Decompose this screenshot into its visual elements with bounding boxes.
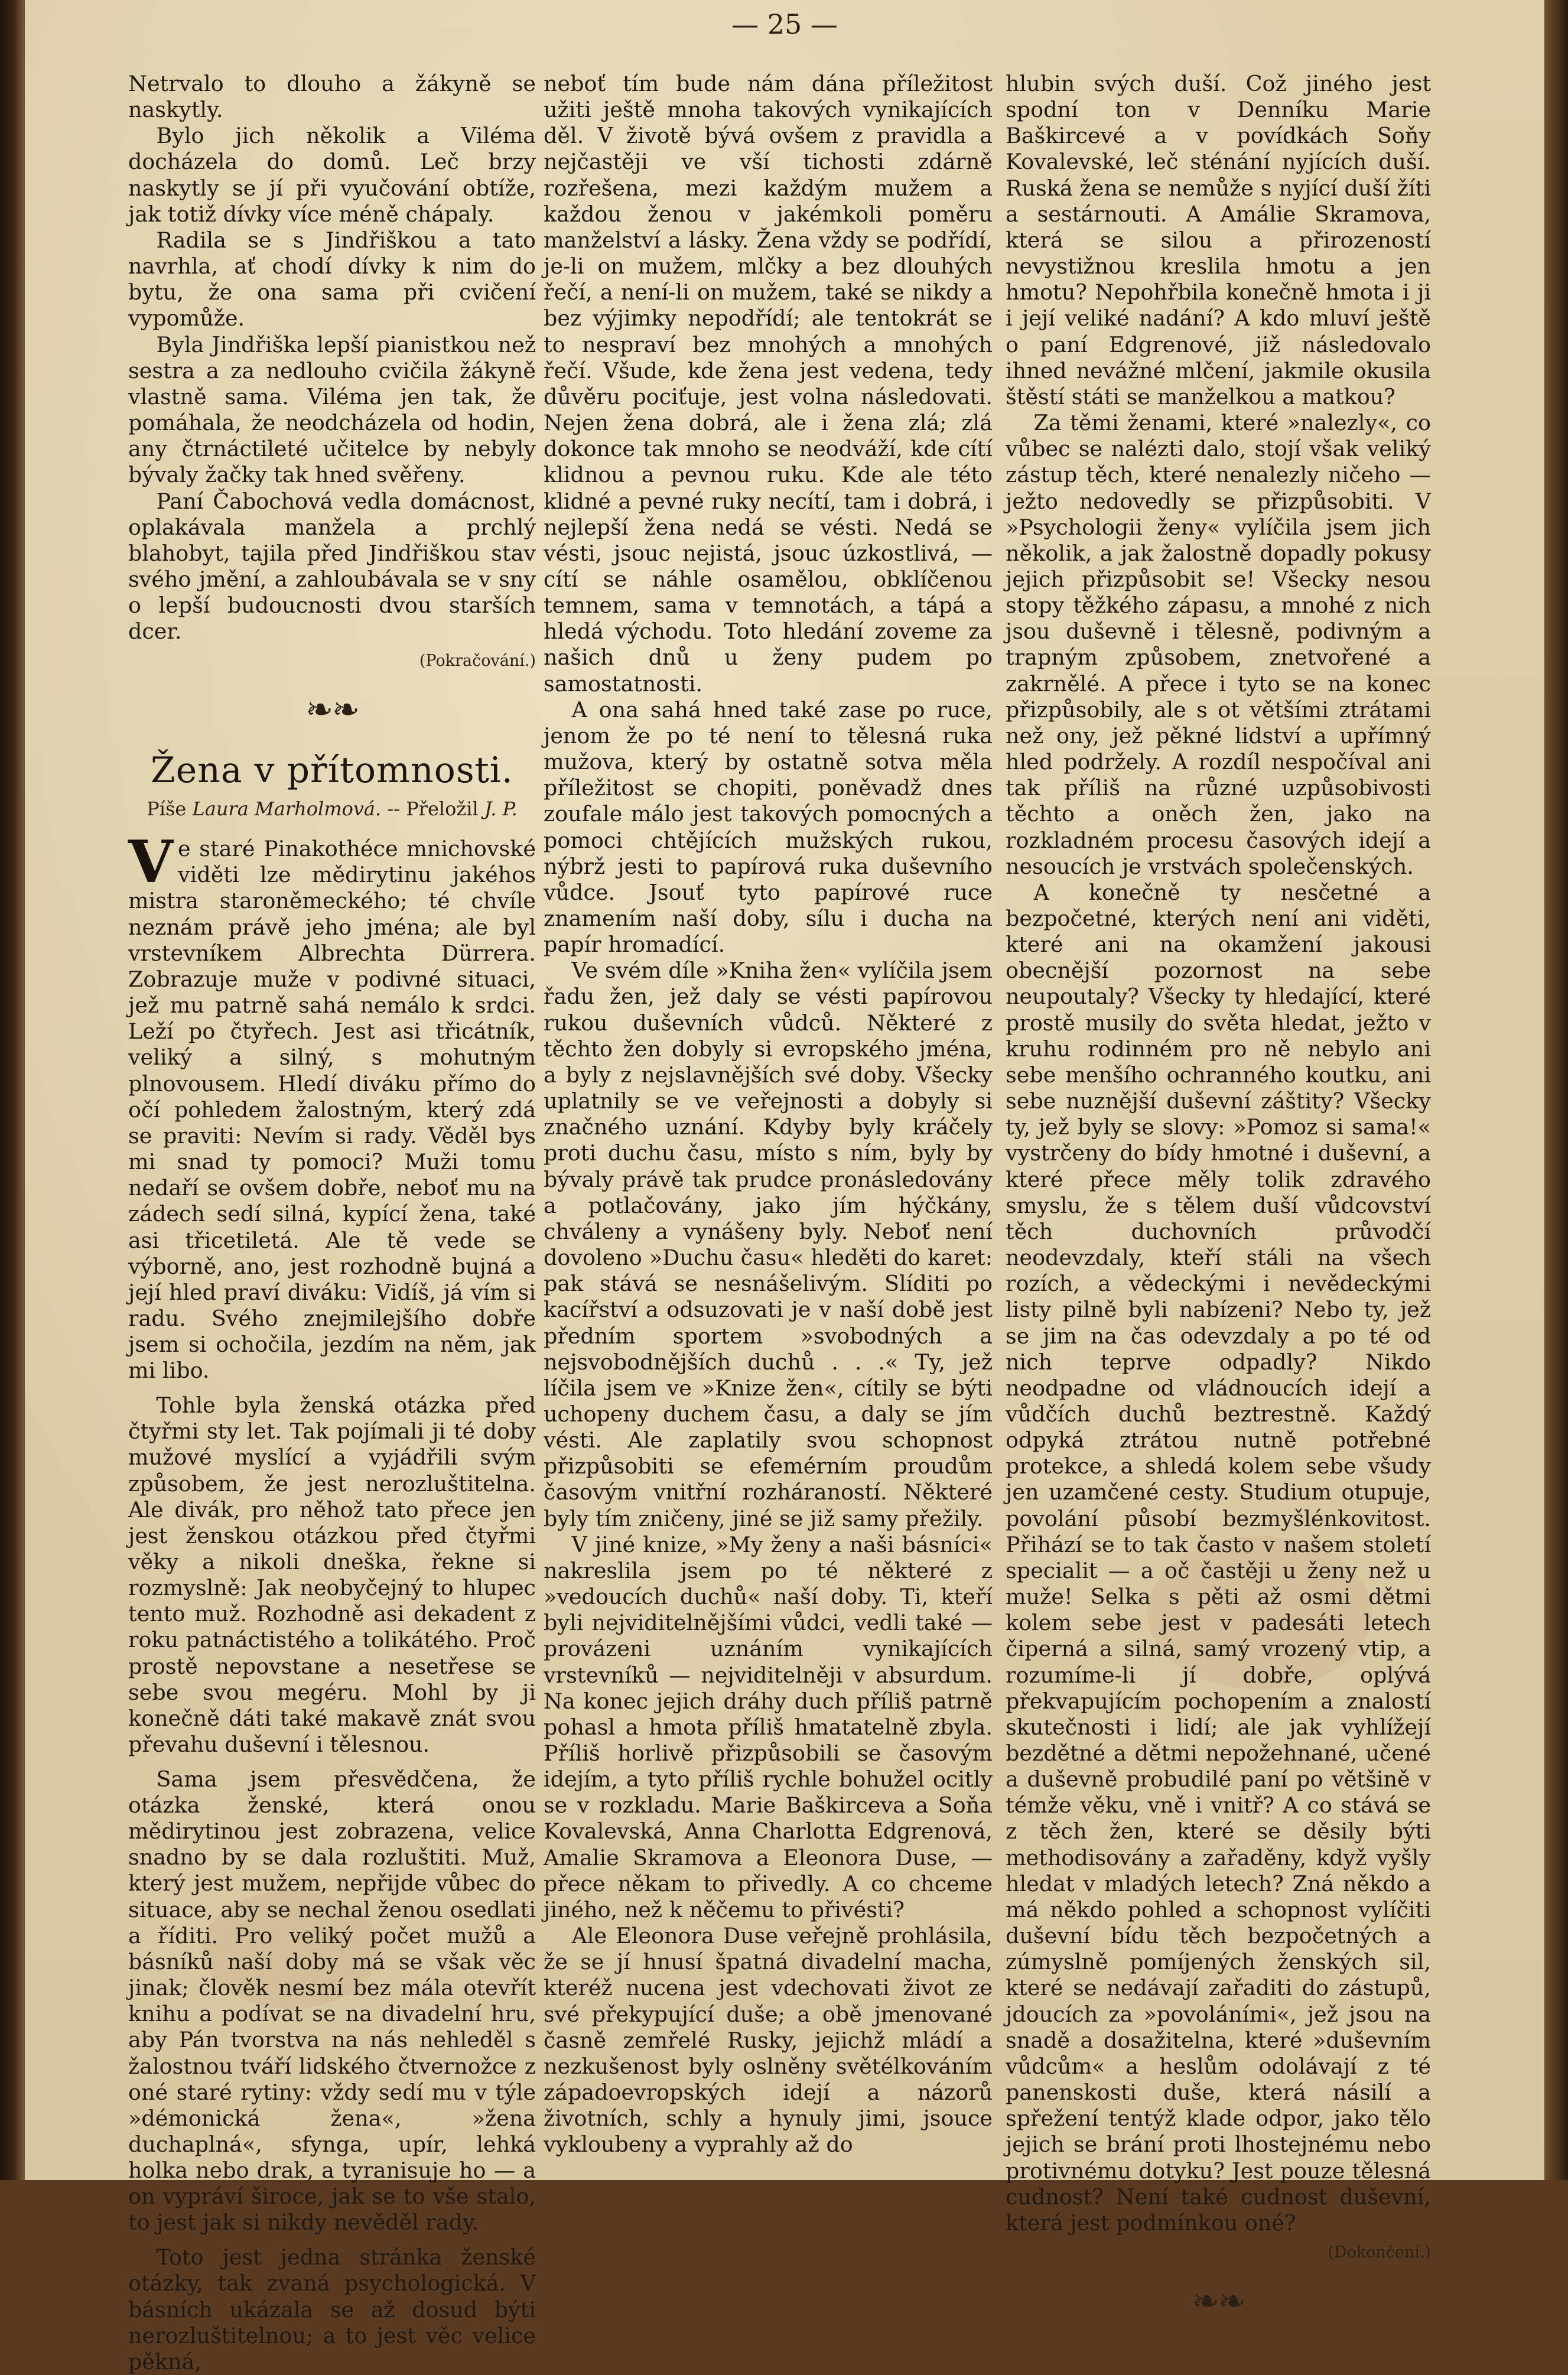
paragraph-text: e staré Pinakothéce mnichovské viděti lze mědirytinu jakéhos mistra staroněmeckého; té chvíle neznám právě jeho jména; ale byl vrstevníkem Albrechta Dürrera. Zobrazuje muže v podivné situaci, jež mu patrně sahá nemálo k srdci. Leží po čtyřech. Jest asi třicátník, veliký a silný, s mohutným plnovousem. Hledí diváku přímo do očí pohledem žalostným, který zdá se praviti: Nevím si rady. Věděl bys mi snad ty pomoci? Muži tomu nedaří se ovšem dobře, neboť mu na zádech sedí silná, kypící žena, také asi třicetiletá. Ale tě vede se výborně, ano, jest rozhodně bujná a její hled praví diváku: Vidíš, já vím si radu. Svého znejmilejšího dobře jsem si ochočila, jezdím na něm, jak mi libo. [128, 836, 536, 1384]
paragraph: A ona sahá hned také zase po ruce, jenom že po té není to tělesná ruka mužova, který by ostatně sotva měla příležitost se chopiti, poněvadž dnes zoufale málo jest takových pomocných a pomoci chtějících mužských rukou, nýbrž jesti to papírová ruka duševního vůdce. Jsouť tyto papírové ruce znamením naší doby, sílu i ducha na papír hromadící. [544, 697, 993, 958]
continued-note: (Pokračování.) [419, 652, 536, 671]
paragraph: Ve svém díle »Kniha žen« vylíčila jsem řadu žen, jež daly se vésti papírovou rukou duševních vůdců. Některé z těchto žen dobyly si evropského jména, a byly z nejslavnějších své doby. Všecky uplatnily se ve veřejnosti a dobyly si značného uznání. Kdyby byly kráčely proti duchu času, místo s ním, byly by bývaly právě tak prudce pronásledovány a potlačovány, jako jím hýčkány, chváleny a vynášeny byly. Neboť není dovoleno »Duchu času« hleděti do karet: pak stává se nesnášelivým. Slíditi po kacířství a odsuzovati je v naší době jest předním sportem »svobodných a nejsvobodnějších duchů . . .« Ty, jež líčila jsem ve »Knize žen«, cítily se býti uchopeny duchem času, a daly se jím vésti. Ale zaplatily svou schopnost přizpůsobiti se efemérním proudům časovým vnitřní rozháraností. Některé byly tím zničeny, jiné se již samy přežily. [544, 958, 993, 1531]
byline [128, 798, 536, 821]
paragraph: Radila se s Jindřiškou a tato navrhla, ať chodí dívky k nim do bytu, že ona sama při cvičení vypomůže. [128, 227, 536, 331]
paragraph: neboť tím bude nám dána příležitost užiti ještě mnoha takových vynikajících děl. V životě bývá ovšem z pravidla a nejčastěji ve vší tichosti zdárně rozřešena, mezi každým mužem a každou ženou v jakémkoli poměru manželství a lásky. Žena vždy se podřídí, je-li on mužem, mlčky a bez dlouhých řečí, a není-li on mužem, také se nikdy a bez výjimky nepodřídí; ale tentokrát se to nespraví bez mnohých a mnohých řečí. Všude, kde žena jest vedena, tedy důvěru pociťuje, jest volna následovati. Nejen žena dobrá, ale i žena zlá; zlá dokonce tak mnoho se neodváží, kde cítí klidnou a pevnou ruku. Kde ale této klidné a pevné ruky necítí, tam i dobrá, i nejlepší žena nedá se vésti. Nedá se vésti, jsouc nejistá, jsouc úzkostlivá, — cítí se náhle osamělou, obklíčenou temnem, sama v temnotách, a tápá a hledá východu. Toto hledání zoveme za našich dnů u ženy pudem po samostatnosti. [544, 71, 993, 697]
ornament-icon: ❧❧ [1192, 2282, 1245, 2321]
paragraph: hlubin svých duší. Což jiného jest spodní ton v Denníku Marie Baškircevé a v povídkách Soňy Kovalevské, leč sténání nyjících duší. Ruská žena se nemůže s nyjící duší žíti a sestárnouti. A Amálie Skramova, která se silou a přirozeností nevystižnou kreslila hmotu a jen hmotu? Nepohřbila konečně hmota i ji i její veliké nadání? A kdo mluví ještě o paní Edgrenové, již následovalo ihned nevážné mlčení, jakmile okusila štěstí státi se manželkou a matkou? [1006, 71, 1431, 409]
paragraph [128, 828, 536, 1384]
column-left [128, 71, 536, 2375]
article-title: Žena v přítomnosti. [151, 749, 513, 791]
paragraph: Toto jest jedna stránka ženské otázky, tak zvaná psychologická. V básních ukázala se až dosud býti nerozluštitelnou; a to jest věc velice pěkná, [128, 2244, 536, 2374]
ornament-icon: ❧❧ [305, 691, 359, 730]
paragraph: Netrvalo to dlouho a žákyně se naskytly. [128, 71, 536, 123]
paragraph: Byla Jindřiška lepší pianistkou než sestra a za nedlouho cvičila žákyně vlastně sama. Viléma jen tak, že pomáhala, že neodcházela od hodin, any čtrnáctileté učitelce by nebyly bývaly žačky tak hned svěřeny. [128, 331, 536, 488]
paragraph: Sama jsem přesvědčena, že otázka ženské, která onou mědirytinou jest zobrazena, velice snadno by se dala rozluštiti. Muž, který jest mužem, nepřijde vůbec do situace, aby se nechal ženou osedlati a říditi. Pro veliký počet mužů a básníků naší doby má se však věc jinak; člověk nesmí bez mála otevřít knihu a podívat se na divadelní hru, aby Pán tvorstva na nás nehleděl s žalostnou tváří lidského čtvernožce z oné staré rytiny: vždy sedí mu v týle »démonická žena«, »žena duchaplná«, sfynga, upír, lehká holka nebo drak, a tyranisuje ho — a on vypráví široce, jak se to vše stalo, to jest jak si nikdy nevěděl rady. [128, 1766, 536, 2236]
byline-translated: -- Přeložil [387, 798, 479, 821]
paragraph: Paní Čabochová vedla domácnost, oplakávala manžela a prchlý blahobyt, tajila před Jindřiškou stav svého jmění, a zahloubávala se v sny o lepší budoucnosti dvou starších dcer. [128, 488, 536, 645]
paragraph: V jiné knize, »My ženy a naši básníci« nakreslila jsem po té některé z »vedoucích duchů« naší doby. Ti, kteří byli nejviditelnějšími vůdci, vedli také — provázeni uznáním vynikajících vrstevníků — nejviditelněji v absurdum. Na konec jejich dráhy duch příliš patrně pohasl a hmota příliš hmatatelně zbyla. Příliš horlivě přizpůsobili se časovým idejím, a tyto příliš rychle bohužel ocitly se v rozkladu. Marie Baškirceva a Soňa Kovalevská, Anna Charlotta Edgrenová, Amalie Skramova a Eleonora Duse, — přece někam to přivedly. A co chceme jiného, než k něčemu to přivésti? [544, 1531, 993, 1922]
paragraph: Za těmi ženami, které »nalezly«, co vůbec se nalézti dalo, stojí však veliký zástup těch, které nenalezly ničeho — ježto nedovedly se přizpůsobiti. V »Psychologii ženy« vylíčila jsem jich několik, a jak žalostně dopadly pokusy jejich přizpůsobit se! Všecky nesou stopy těžkého zápasu, a mnohé z nich jsou duševně i tělesně, podivným a trapným způsobem, znetvořené a zakrnělé. A přece i tyto se na konec přizpůsobily, ale s ot většími ztrátami než ony, jež pěkné lidství a upřímný hled podržely. A rozdíl nespočíval ani tak příliš na různé uzpůsobivosti těchto a oněch žen, jako na rozkladném procesu časových idejí a nesoucích je vrstvách společenských. [1006, 410, 1431, 879]
byline-translator: J. P. [484, 798, 518, 821]
book-binding [0, 0, 25, 2180]
drop-cap: V [128, 828, 174, 897]
column-right [1006, 71, 1431, 2338]
paragraph: A konečně ty nesčetné a bezpočetné, kterých není ani viděti, které ani na okamžení jakousi obecnější pozornost na sebe neupoutaly? Všecky ty hledající, které prostě musily do světa hledat, ježto v kruhu rodinném pro ně nebylo ani sebe menšího ochranného koutku, ani sebe nuznější duševní záštity? Všecky ty, jež byly se slovy: »Pomoz si sama!« vystrčeny do bídy hmotné i duševní, a které přece měly tolik zdravého smyslu, že s tělem duší vůdcovství těch duchovních průvodčí neodevzdaly, kteří stáli na všech rozích, a vědeckými i nevědeckými listy pilně byli nabízeni? Nebo ty, jež se jim na čas odevzdaly a po té od nich teprve odpadly? Nikdo neodpadne od vládnoucích idejí a vůdčích duchů beztrestně. Každý odpyká ztrátou nutně potřebné protekce, a shledá kolem sebe všudy jen uzamčené cesty. Studium otupuje, povolání působí bezmyšlénkovitost. Přihází se to tak často v našem století specialit — a oč častěji u ženy než u muže! Selka s pěti až osmi dětmi kolem sebe jest v padesáti letech čiperná a silná, samý vrozený vtip, a rozumíme-li jí dobře, oplývá překvapujícím pochopením a znalostí skutečnosti i lidí; ale jak vyhlížejí bezdětné a dětmi nepožehnané, učené a duševně probudilé paní po většině v témže věku, vně i vnitř? A co stává se z těch žen, které se děsily býti methodisovány a zařaděny, když vyšly hledat v mladých letech? Zná někdo a má někdo pohled a schopnost vylíčiti duševní bídu těch bezpočetných a zúmyslně pomíjených ženských sil, které se nedávají zařaditi do zástupů, jdoucích za »povoláními«, jež jsou na snadě a dosažitelna, které »duševním vůdcům« a heslům odolávají z té panenskosti duše, která násilí a spřežení tentýž klade odpor, jako tělo jejich se brání proti lhostejnému nebo protivnému dotyku? Jest pouze tělesná cudnost? Není také cudnost duševní, která jest podmínkou oné? [1006, 879, 1431, 2236]
paragraph: Bylo jich několik a Viléma docházela do domů. Leč brzy naskytly se jí při vyučování obtíže, jak totiž dívky více méně chápaly. [128, 123, 536, 227]
page-sheet [25, 0, 1546, 2374]
byline-prefix: Píše [147, 798, 187, 821]
paragraph: Ale Eleonora Duse veřejně prohlásila, že se jí hnusí špatná divadelní macha, kteréž nucena jest vdechovati život ze své překypující duše; a obě jmenované časně zemřelé Rusky, jejichž mládí a nezkušenost byly oslněny světélkováním západoevropských idejí a názorů životních, schly a hynuly jimi, jsouce vykloubeny a vyprahly až do [544, 1923, 993, 2158]
end-note: (Dokončení.) [1328, 2243, 1431, 2262]
column-middle [544, 71, 993, 2158]
page-edge [1544, 0, 1568, 2180]
paragraph: Tohle byla ženská otázka před čtyřmi sty let. Tak pojímali ji té doby mužové myslící a vyjádřili svým způsobem, že jest nerozluštitelna. Ale divák, pro něhož tato přece jen jest ženskou otázkou před čtyřmi věky a nikoli dneška, řekne si rozmyslně: Jak neobyčejný to hlupec tento muž. Rozhodně asi dekadent z roku patnáctistého a tolikátého. Proč prostě nepovstane a nesetřese se sebe svou megéru. Mohl by ji konečně dáti také makavě znát svou převahu duševní i tělesnou. [128, 1393, 536, 1758]
page-number: — 25 — [731, 8, 838, 40]
byline-author: Laura Marholmová. [192, 798, 382, 821]
